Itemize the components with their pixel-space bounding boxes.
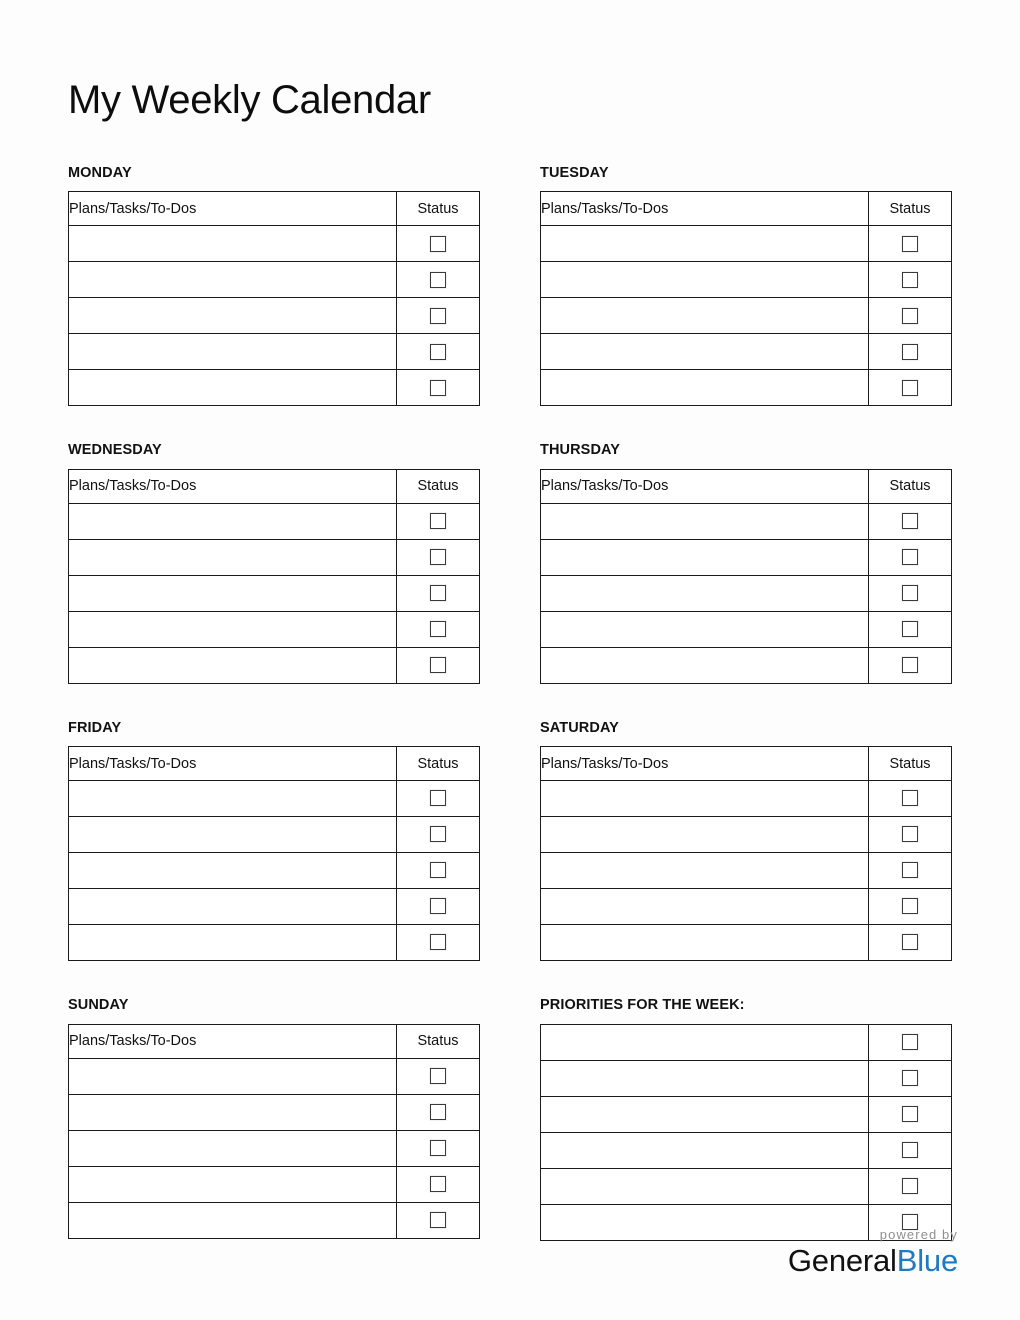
table-row: [69, 334, 480, 370]
checkbox-icon[interactable]: [430, 790, 446, 806]
checkbox-icon[interactable]: [902, 862, 918, 878]
section-thursday: [540, 442, 952, 683]
task-entry-field[interactable]: [69, 647, 397, 683]
task-entry-field[interactable]: [69, 334, 397, 370]
column-header-status: Status: [869, 469, 952, 503]
task-entry-field[interactable]: [69, 1166, 397, 1202]
table-thursday: [540, 469, 952, 684]
status-cell[interactable]: [869, 334, 952, 370]
checkbox-icon[interactable]: [902, 380, 918, 396]
section-title-saturday: SATURDAY: [540, 719, 619, 736]
status-cell[interactable]: [869, 539, 952, 575]
table-row: [541, 539, 952, 575]
status-cell[interactable]: [397, 370, 480, 406]
task-entry-field[interactable]: [541, 262, 869, 298]
checkbox-icon[interactable]: [430, 1212, 446, 1228]
status-cell[interactable]: [397, 1094, 480, 1130]
table-row: [69, 1130, 480, 1166]
calendar-grid-row: [68, 720, 952, 961]
task-entry-field[interactable]: [541, 647, 869, 683]
checkbox-icon[interactable]: [902, 585, 918, 601]
status-cell[interactable]: [397, 226, 480, 262]
checkbox-icon[interactable]: [430, 380, 446, 396]
task-entry-field[interactable]: [541, 889, 869, 925]
table-row: [541, 647, 952, 683]
status-cell[interactable]: [869, 298, 952, 334]
status-cell[interactable]: [397, 539, 480, 575]
checkbox-icon[interactable]: [902, 1034, 918, 1050]
calendar-grid-row: [68, 442, 952, 683]
table-row: [541, 226, 952, 262]
brand-footer: [788, 1228, 958, 1276]
task-entry-field[interactable]: [69, 611, 397, 647]
status-cell[interactable]: [397, 262, 480, 298]
task-entry-field[interactable]: [541, 226, 869, 262]
table-row: [69, 817, 480, 853]
table-row: [541, 1096, 952, 1132]
table-header-row: [69, 192, 480, 226]
task-entry-field[interactable]: [69, 262, 397, 298]
table-row: [69, 925, 480, 961]
task-entry-field[interactable]: [541, 298, 869, 334]
status-cell[interactable]: [397, 889, 480, 925]
checkbox-icon[interactable]: [430, 1140, 446, 1156]
table-sunday: [68, 1024, 480, 1239]
status-cell[interactable]: [397, 1058, 480, 1094]
checkbox-icon[interactable]: [430, 657, 446, 673]
task-entry-field[interactable]: [541, 503, 869, 539]
task-entry-field[interactable]: [541, 1060, 869, 1096]
task-entry-field[interactable]: [541, 539, 869, 575]
checkbox-icon[interactable]: [430, 898, 446, 914]
table-row: [541, 1168, 952, 1204]
task-entry-field[interactable]: [541, 575, 869, 611]
table-row: [541, 503, 952, 539]
table-row: [69, 539, 480, 575]
table-row: [69, 853, 480, 889]
status-cell[interactable]: [869, 226, 952, 262]
task-entry-field[interactable]: [541, 1168, 869, 1204]
column-header-tasks: Plans/Tasks/To-Dos: [69, 192, 397, 226]
task-entry-field[interactable]: [69, 1202, 397, 1238]
checkbox-icon[interactable]: [430, 621, 446, 637]
checkbox-icon[interactable]: [430, 344, 446, 360]
checkbox-icon[interactable]: [902, 549, 918, 565]
checkbox-icon[interactable]: [902, 898, 918, 914]
table-row: [541, 781, 952, 817]
table-row: [541, 298, 952, 334]
status-cell[interactable]: [397, 647, 480, 683]
table-row: [541, 925, 952, 961]
status-cell[interactable]: [869, 889, 952, 925]
status-cell[interactable]: [397, 817, 480, 853]
table-row: [541, 611, 952, 647]
table-header-row: [541, 747, 952, 781]
table-row: [541, 370, 952, 406]
table-row: [69, 1094, 480, 1130]
table-row: [541, 817, 952, 853]
column-header-status: Status: [397, 469, 480, 503]
task-entry-field[interactable]: [541, 781, 869, 817]
table-row: [69, 575, 480, 611]
task-entry-field[interactable]: [69, 370, 397, 406]
table-row: [69, 298, 480, 334]
status-cell[interactable]: [397, 298, 480, 334]
checkbox-icon[interactable]: [430, 236, 446, 252]
status-cell[interactable]: [397, 1130, 480, 1166]
checkbox-icon[interactable]: [902, 657, 918, 673]
table-row: [541, 334, 952, 370]
column-header-status: Status: [397, 192, 480, 226]
checkbox-icon[interactable]: [430, 934, 446, 950]
section-title-thursday: THURSDAY: [540, 442, 621, 459]
table-tuesday: [540, 191, 952, 406]
column-header-tasks: Plans/Tasks/To-Dos: [541, 747, 869, 781]
table-row: [541, 1024, 952, 1060]
checkbox-icon[interactable]: [902, 826, 918, 842]
checkbox-icon[interactable]: [902, 272, 918, 288]
task-entry-field[interactable]: [541, 1132, 869, 1168]
table-row: [69, 226, 480, 262]
task-entry-field[interactable]: [69, 539, 397, 575]
task-entry-field[interactable]: [69, 1130, 397, 1166]
section-title-friday: FRIDAY: [68, 719, 122, 736]
status-cell[interactable]: [397, 334, 480, 370]
checkbox-icon[interactable]: [430, 272, 446, 288]
table-row: [69, 1166, 480, 1202]
calendar-grid-row: [68, 997, 952, 1240]
checkbox-icon[interactable]: [902, 621, 918, 637]
table-row: [69, 1058, 480, 1094]
section-friday: [68, 720, 480, 961]
checkbox-icon[interactable]: [430, 585, 446, 601]
checkbox-icon[interactable]: [902, 1178, 918, 1194]
section-priorities: [540, 997, 952, 1240]
table-row: [69, 503, 480, 539]
logo-text-general: General: [787, 1243, 897, 1278]
table-row: [69, 370, 480, 406]
column-header-status: Status: [869, 192, 952, 226]
status-cell[interactable]: [869, 1132, 952, 1168]
checkbox-icon[interactable]: [902, 308, 918, 324]
status-cell[interactable]: [397, 575, 480, 611]
status-cell[interactable]: [869, 262, 952, 298]
task-entry-field[interactable]: [69, 853, 397, 889]
table-header-row: [541, 469, 952, 503]
checkbox-icon[interactable]: [902, 1106, 918, 1122]
checkbox-icon[interactable]: [430, 1176, 446, 1192]
status-cell[interactable]: [869, 611, 952, 647]
checkbox-icon[interactable]: [902, 513, 918, 529]
table-priorities: [540, 1024, 952, 1241]
status-cell[interactable]: [869, 1168, 952, 1204]
column-header-status: Status: [397, 747, 480, 781]
status-cell[interactable]: [869, 1024, 952, 1060]
table-header-row: [69, 469, 480, 503]
task-entry-field[interactable]: [69, 817, 397, 853]
section-saturday: [540, 720, 952, 961]
table-row: [69, 262, 480, 298]
checkbox-icon[interactable]: [430, 308, 446, 324]
section-monday: [68, 165, 480, 406]
section-title-sunday: SUNDAY: [68, 997, 129, 1014]
checkbox-icon[interactable]: [430, 826, 446, 842]
section-title-priorities: PRIORITIES FOR THE WEEK:: [540, 997, 745, 1014]
section-sunday: [68, 997, 480, 1240]
task-entry-field[interactable]: [541, 853, 869, 889]
checkbox-icon[interactable]: [902, 344, 918, 360]
column-header-tasks: Plans/Tasks/To-Dos: [541, 192, 869, 226]
table-saturday: [540, 746, 952, 961]
task-entry-field[interactable]: [541, 370, 869, 406]
section-tuesday: [540, 165, 952, 406]
status-cell[interactable]: [869, 503, 952, 539]
task-entry-field[interactable]: [69, 575, 397, 611]
column-header-status: Status: [869, 747, 952, 781]
status-cell[interactable]: [869, 575, 952, 611]
task-entry-field[interactable]: [69, 298, 397, 334]
task-entry-field[interactable]: [69, 889, 397, 925]
table-row: [69, 1202, 480, 1238]
status-cell[interactable]: [397, 781, 480, 817]
checkbox-icon[interactable]: [902, 934, 918, 950]
table-wednesday: [68, 469, 480, 684]
status-cell[interactable]: [869, 647, 952, 683]
status-cell[interactable]: [869, 781, 952, 817]
checkbox-icon[interactable]: [902, 790, 918, 806]
checkbox-icon[interactable]: [430, 549, 446, 565]
status-cell[interactable]: [397, 925, 480, 961]
task-entry-field[interactable]: [69, 503, 397, 539]
section-wednesday: [68, 442, 480, 683]
table-row: [541, 262, 952, 298]
checkbox-icon[interactable]: [902, 1142, 918, 1158]
table-header-row: [69, 1024, 480, 1058]
table-row: [541, 1060, 952, 1096]
task-entry-field[interactable]: [541, 611, 869, 647]
task-entry-field[interactable]: [541, 1096, 869, 1132]
task-entry-field[interactable]: [69, 781, 397, 817]
status-cell[interactable]: [397, 1166, 480, 1202]
status-cell[interactable]: [869, 1060, 952, 1096]
status-cell[interactable]: [869, 853, 952, 889]
section-title-monday: MONDAY: [68, 165, 132, 181]
checkbox-icon[interactable]: [430, 862, 446, 878]
task-entry-field[interactable]: [69, 925, 397, 961]
checkbox-icon[interactable]: [902, 236, 918, 252]
status-cell[interactable]: [397, 503, 480, 539]
checkbox-icon[interactable]: [430, 513, 446, 529]
generalblue-logo: [788, 1245, 958, 1276]
task-entry-field[interactable]: [69, 1094, 397, 1130]
table-row: [541, 575, 952, 611]
task-entry-field[interactable]: [541, 817, 869, 853]
powered-by-label: powered by: [879, 1227, 958, 1242]
status-cell[interactable]: [869, 1096, 952, 1132]
table-header-row: [541, 192, 952, 226]
table-friday: [68, 746, 480, 961]
task-entry-field[interactable]: [69, 1058, 397, 1094]
status-cell[interactable]: [397, 611, 480, 647]
task-entry-field[interactable]: [541, 334, 869, 370]
status-cell[interactable]: [397, 853, 480, 889]
table-row: [541, 889, 952, 925]
status-cell[interactable]: [397, 1202, 480, 1238]
column-header-status: Status: [397, 1024, 480, 1058]
status-cell[interactable]: [869, 370, 952, 406]
calendar-grid: [68, 165, 952, 1241]
table-row: [69, 781, 480, 817]
column-header-tasks: Plans/Tasks/To-Dos: [69, 747, 397, 781]
table-row: [69, 647, 480, 683]
checkbox-icon[interactable]: [902, 1070, 918, 1086]
table-row: [541, 1132, 952, 1168]
calendar-grid-row: [68, 165, 952, 406]
table-row: [69, 889, 480, 925]
column-header-tasks: Plans/Tasks/To-Dos: [69, 469, 397, 503]
column-header-tasks: Plans/Tasks/To-Dos: [69, 1024, 397, 1058]
page-title: My Weekly Calendar: [68, 78, 431, 122]
task-entry-field[interactable]: [541, 1024, 869, 1060]
column-header-tasks: Plans/Tasks/To-Dos: [541, 469, 869, 503]
table-header-row: [69, 747, 480, 781]
table-row: [541, 853, 952, 889]
status-cell[interactable]: [869, 817, 952, 853]
section-title-tuesday: TUESDAY: [540, 165, 609, 181]
table-row: [69, 611, 480, 647]
section-title-wednesday: WEDNESDAY: [68, 442, 162, 459]
task-entry-field[interactable]: [69, 226, 397, 262]
table-monday: [68, 191, 480, 406]
checkbox-icon[interactable]: [430, 1068, 446, 1084]
logo-text-blue: Blue: [896, 1243, 958, 1278]
task-entry-field[interactable]: [541, 925, 869, 961]
checkbox-icon[interactable]: [430, 1104, 446, 1120]
status-cell[interactable]: [869, 925, 952, 961]
